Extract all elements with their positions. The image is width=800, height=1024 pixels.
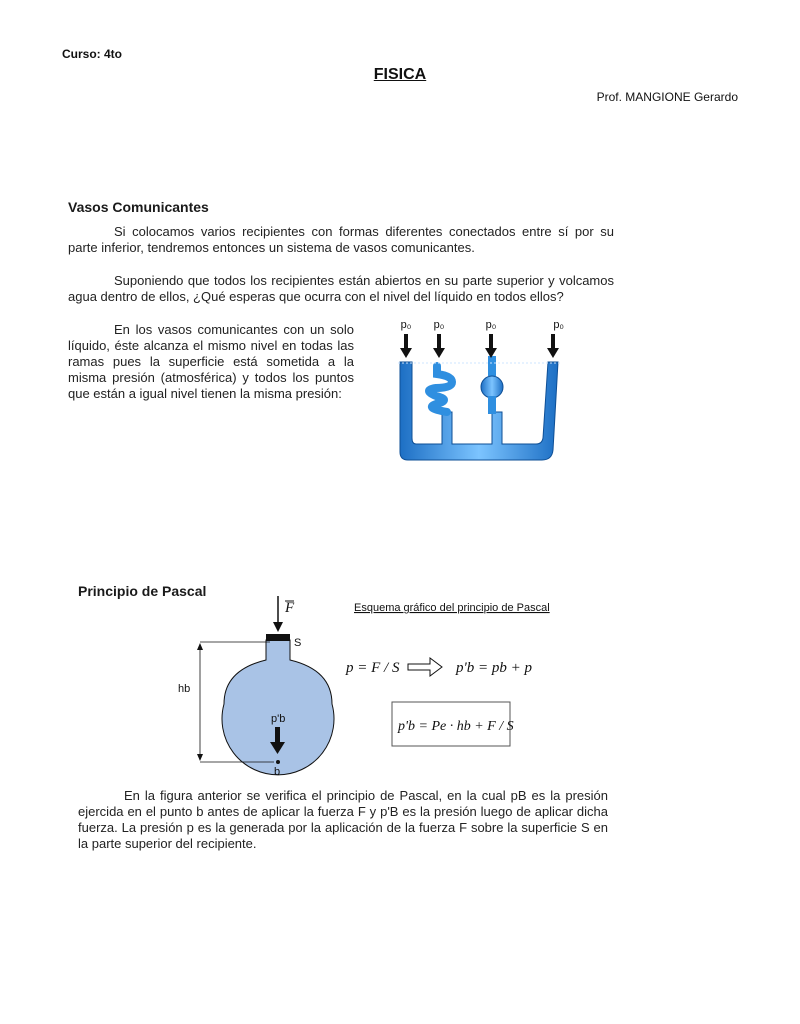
liquid-tubes bbox=[400, 362, 558, 460]
pressure-label-3: p₀ bbox=[485, 319, 497, 331]
bulb-vessel bbox=[481, 376, 503, 398]
section-title-vasos: Vasos Comunicantes bbox=[68, 199, 209, 215]
force-label: F bbox=[285, 600, 295, 616]
pascal-principle-figure bbox=[170, 592, 560, 780]
formula-pressure: p = F / S bbox=[346, 660, 400, 676]
coil-vessel bbox=[429, 366, 452, 412]
paragraph-vasos-explanation: En los vasos comunicantes con un solo líquido, éste alcanza el mismo nivel en todas las ramas pues la superficie está sometida a la misma presión (atmosférica) y todos los puntos que están a igual nivel tienen la misma presión: bbox=[68, 322, 354, 401]
height-label: hb bbox=[178, 683, 191, 695]
section-title-pascal: Principio de Pascal bbox=[78, 583, 207, 599]
course-label: Curso: 4to bbox=[62, 47, 122, 61]
page-title: FISICA bbox=[373, 66, 427, 83]
scheme-title: Esquema gráfico del principio de Pascal bbox=[354, 602, 550, 614]
communicating-vessels-figure bbox=[392, 316, 562, 462]
point-label: b bbox=[274, 766, 281, 778]
force-arrow-icon bbox=[273, 622, 283, 632]
pressure-label-4: p₀ bbox=[553, 319, 564, 331]
pressure-label-2: p₀ bbox=[433, 319, 445, 331]
teacher-name: Prof. MANGIONE Gerardo bbox=[596, 90, 738, 104]
paragraph-vasos-intro: Si colocamos varios recipientes con formas diferentes conectados entre sí por su parte inferior, tendremos entonces un sistema de vasos comunicantes. bbox=[68, 224, 614, 255]
pressure-arrow-icons bbox=[400, 334, 559, 358]
piston bbox=[266, 634, 290, 641]
pressure-label-1: p₀ bbox=[400, 319, 412, 331]
flask bbox=[222, 640, 334, 775]
implies-arrow-icon bbox=[408, 658, 442, 676]
paragraph-pascal-explanation: En la figura anterior se verifica el principio de Pascal, en la cual pB es la presión ejercida en el punto b antes de aplicar la fuerza F y p'B es la presión luego de aplicar dicha fuerza. La presión p es la generada por la aplicación de la fuerza F sobre la superficie S en la parte superior del recipiente. bbox=[78, 788, 608, 851]
surface-label: S bbox=[294, 637, 302, 649]
formula-pascal: p'b = Pe · hb + F / S bbox=[398, 719, 514, 734]
formula-new-pressure: p'b = pb + p bbox=[456, 660, 532, 676]
point-pressure-label: p'b bbox=[271, 713, 286, 725]
paragraph-vasos-question: Suponiendo que todos los recipientes están abiertos en su parte superior y volcamos agua dentro de ellos, ¿Qué esperas que ocurra con el nivel del líquido en todos ellos? bbox=[68, 273, 614, 304]
